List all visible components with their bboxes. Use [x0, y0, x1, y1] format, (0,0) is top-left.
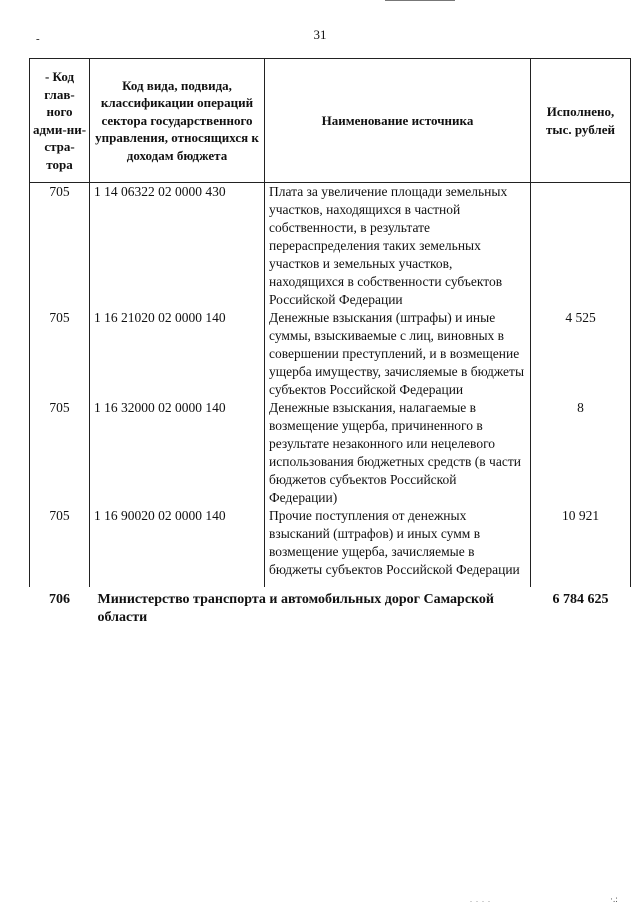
table-row	[30, 399, 631, 507]
table-row	[30, 507, 631, 587]
header-source-name: Наименование источника	[265, 59, 531, 183]
page-number: 31	[313, 27, 327, 42]
scan-dash-mark: -	[36, 33, 40, 45]
row-kbk: 1 14 06322 02 0000 430	[90, 183, 265, 310]
header-executed: Исполнено, тыс. рублей	[531, 59, 631, 183]
row-admin-code: 705	[30, 399, 90, 507]
row-kbk: 1 16 90020 02 0000 140	[90, 507, 265, 587]
header-admin-code: - Код глав-ного адми-ни-стра-тора	[30, 59, 90, 183]
table-row	[30, 309, 631, 399]
row-admin-code: 705	[30, 507, 90, 587]
row-kbk: 1 16 32000 02 0000 140	[90, 399, 265, 507]
scan-corner-mark: ·.:	[610, 894, 618, 904]
scan-footer-mark: . . . .	[470, 895, 491, 904]
total-executed: 6 784 625	[552, 592, 609, 607]
row-executed: 4 525	[531, 309, 631, 399]
total-admin-code: 706	[49, 592, 70, 607]
header-classification-code: Код вида, подвида, классификации операций сектора государственного управления, относящихся к доходам бюджета	[90, 59, 265, 183]
row-source-name: Прочие поступления от денежных взысканий (штрафов) и иных сумм в возмещение ущерба, зачисляемые в бюджеты субъектов Российской Федерации	[265, 507, 531, 587]
total-row	[30, 587, 631, 627]
total-ministry-name: Министерство транспорта и автомобильных дорог Самарской области	[97, 592, 494, 625]
budget-income-table	[29, 58, 631, 627]
row-source-name: Денежные взыскания, налагаемые в возмещение ущерба, причиненного в результате незаконного или нецелевого использования бюджетных средств (в части бюджетов субъектов Российской Федерации)	[265, 399, 531, 507]
row-admin-code: 705	[30, 309, 90, 399]
row-executed	[531, 183, 631, 310]
table-row	[30, 183, 631, 310]
row-admin-code: 705	[30, 183, 90, 310]
row-executed: 10 921	[531, 507, 631, 587]
row-executed: 8	[531, 399, 631, 507]
row-source-name: Плата за увеличение площади земельных участков, находящихся в частной собственности, в результате перераспределения таких земельных участков и земельных участков, находящихся в собственности субъектов Российской Федерации	[265, 183, 531, 310]
table-header-row	[30, 59, 631, 183]
row-kbk: 1 16 21020 02 0000 140	[90, 309, 265, 399]
scan-top-mark	[385, 0, 455, 4]
row-source-name: Денежные взыскания (штрафы) и иные суммы, взыскиваемые с лиц, виновных в совершении преступлений, и в возмещение ущерба имуществу, зачисляемые в бюджеты субъектов Российской Федерации	[265, 309, 531, 399]
